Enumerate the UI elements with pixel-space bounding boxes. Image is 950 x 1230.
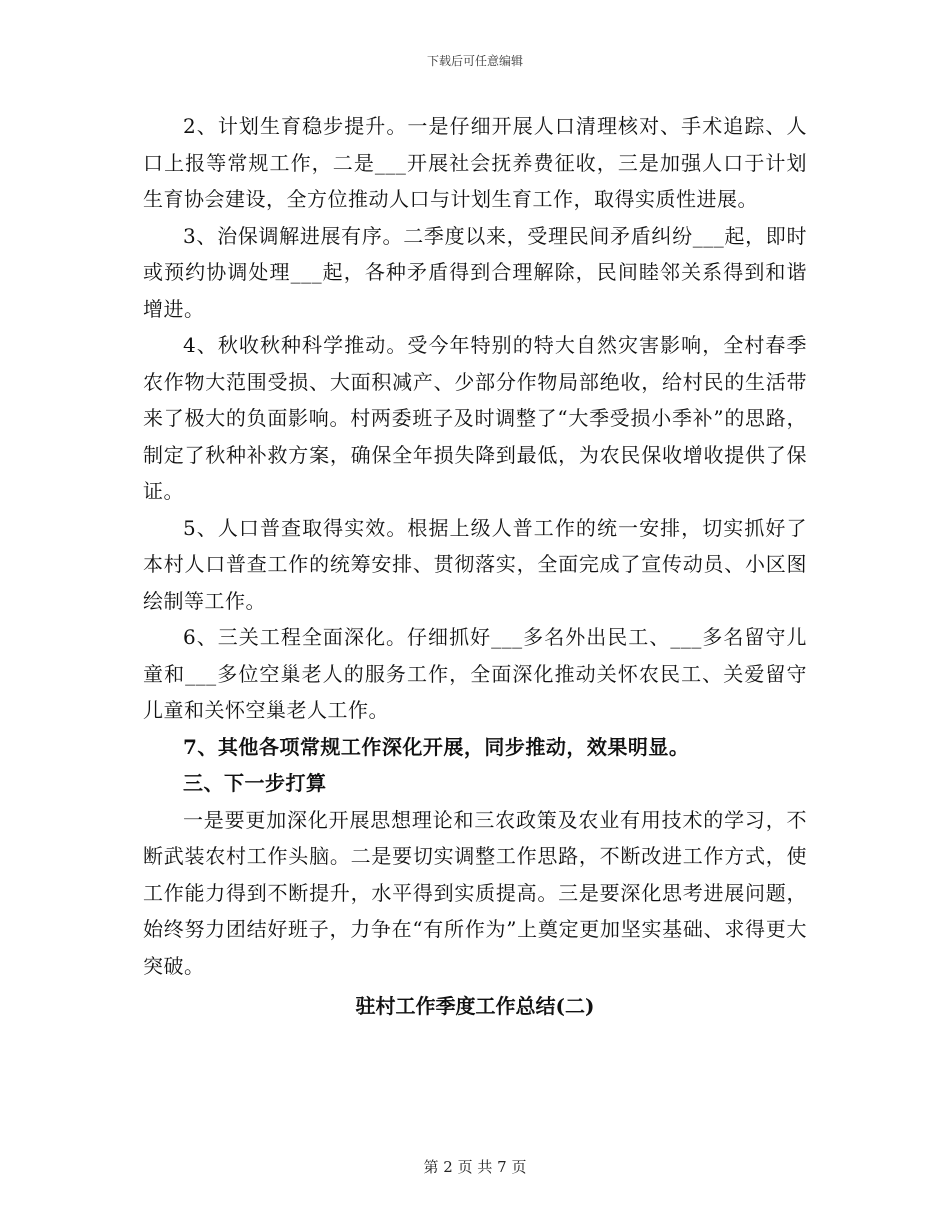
heading-next-steps: 三、下一步打算: [183, 771, 327, 795]
document-body: [143, 108, 807, 1025]
page-number-footer: 第 2 页 共 7 页: [423, 1158, 527, 1176]
paragraph-census: 5、人口普查取得实效。根据上级人普工作的统一安排，切实抓好了本村人口普查工作的统筹安排、贯彻落实，全面完成了宣传动员、小区图绘制等工作。: [143, 515, 807, 613]
section-title: 驻村工作季度工作总结(二): [355, 994, 595, 1018]
paragraph-autumn-harvest: 4、秋收秋种科学推动。受今年特别的特大自然灾害影响，全村春季农作物大范围受损、大面积减产、少部分作物局部绝收，给村民的生活带来了极大的负面影响。村两委班子及时调整了“大季受损小季补”的思路，制定了秋种补救方案，确保全年损失降到最低，为农民保收增收提供了保证。: [143, 333, 807, 503]
paragraph-family-planning: 2、计划生育稳步提升。一是仔细开展人口清理核对、手术追踪、人口上报等常规工作，二是___开展社会抚养费征收，三是加强人口于计划生育协会建设，全方位推动人口与计划生育工作，取得实质性进展。: [143, 114, 807, 211]
paragraph-other-work: 7、其他各项常规工作深化开展，同步推动，效果明显。: [183, 734, 690, 759]
paragraph-three-care: 6、三关工程全面深化。仔细抓好___多名外出民工、___多名留守儿童和___多位空巢老人的服务工作，全面深化推动关怀农民工、关爱留守儿童和关怀空巢老人工作。: [143, 625, 807, 722]
paragraph-plan: 一是要更加深化开展思想理论和三农政策及农业有用技术的学习，不断武装农村工作头脑。二是要切实调整工作思路，不断改进工作方式，使工作能力得到不断提升，水平得到实质提高。三是要深化思考进展问题，始终努力团结好班子，力争在“有所作为”上奠定更加坚实基础、求得更大突破。: [143, 807, 807, 978]
paragraph-mediation: 3、治保调解进展有序。二季度以来，受理民间矛盾纠纷___起，即时或预约协调处理___起，各种矛盾得到合理解除，民间睦邻关系得到和谐增进。: [143, 223, 807, 321]
header-note: 下载后可任意编辑: [426, 54, 523, 68]
